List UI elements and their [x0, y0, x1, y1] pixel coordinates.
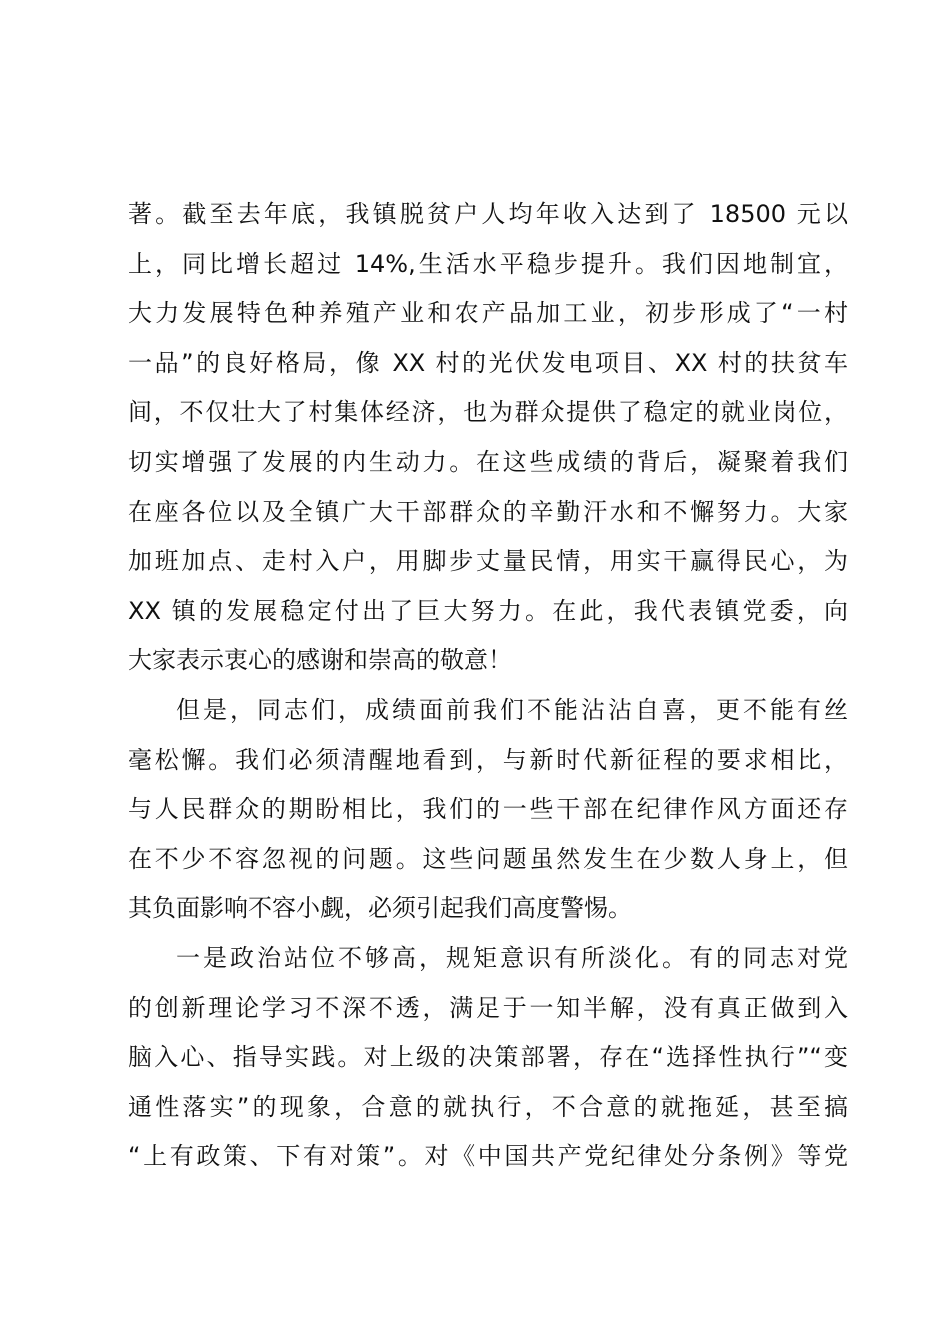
text-line: 著。截至去年底，我镇脱贫户人均年收入达到了 18500 元以	[128, 200, 848, 228]
text-line: 一品”的良好格局，像 XX 村的光伏发电项目、XX 村的扶贫车	[128, 348, 848, 377]
text-line: 的创新理论学习不深不透，满足于一知半解，没有真正做到入	[128, 993, 848, 1022]
text-line: 通性落实”的现象，合意的就执行，不合意的就拖延，甚至搞	[128, 1092, 848, 1121]
text-line: XX 镇的发展稳定付出了巨大努力。在此，我代表镇党委，向	[128, 596, 848, 625]
text-line: 上，同比增长超过 14%,生活水平稳步提升。我们因地制宜，	[128, 249, 848, 278]
text-line: 一是政治站位不够高，规矩意识有所淡化。有的同志对党	[176, 943, 848, 972]
text-line: 脑入心、指导实践。对上级的决策部署，存在“选择性执行”“变	[128, 1043, 848, 1072]
text-line: 大家表示衷心的感谢和崇高的敬意！	[128, 646, 512, 675]
text-line: 在座各位以及全镇广大干部群众的辛勤汗水和不懈努力。大家	[128, 497, 848, 526]
text-line: 与人民群众的期盼相比，我们的一些干部在纪律作风方面还存	[128, 795, 848, 824]
text-line: 其负面影响不容小觑，必须引起我们高度警惕。	[128, 894, 632, 923]
body-text	[128, 190, 848, 1182]
text-line: “上有政策、下有对策”。对《中国共产党纪律处分条例》等党	[128, 1142, 848, 1171]
text-line: 间，不仅壮大了村集体经济，也为群众提供了稳定的就业岗位，	[128, 398, 848, 427]
text-line: 加班加点、走村入户，用脚步丈量民情，用实干赢得民心，为	[128, 547, 848, 576]
text-line: 在不少不容忽视的问题。这些问题虽然发生在少数人身上，但	[128, 844, 848, 873]
text-line: 但是，同志们，成绩面前我们不能沾沾自喜，更不能有丝	[176, 695, 848, 724]
text-line: 大力发展特色种养殖产业和农产品加工业，初步形成了“一村	[128, 299, 848, 328]
text-line: 切实增强了发展的内生动力。在这些成绩的背后，凝聚着我们	[128, 447, 848, 476]
text-line: 毫松懈。我们必须清醒地看到，与新时代新征程的要求相比，	[128, 745, 848, 774]
